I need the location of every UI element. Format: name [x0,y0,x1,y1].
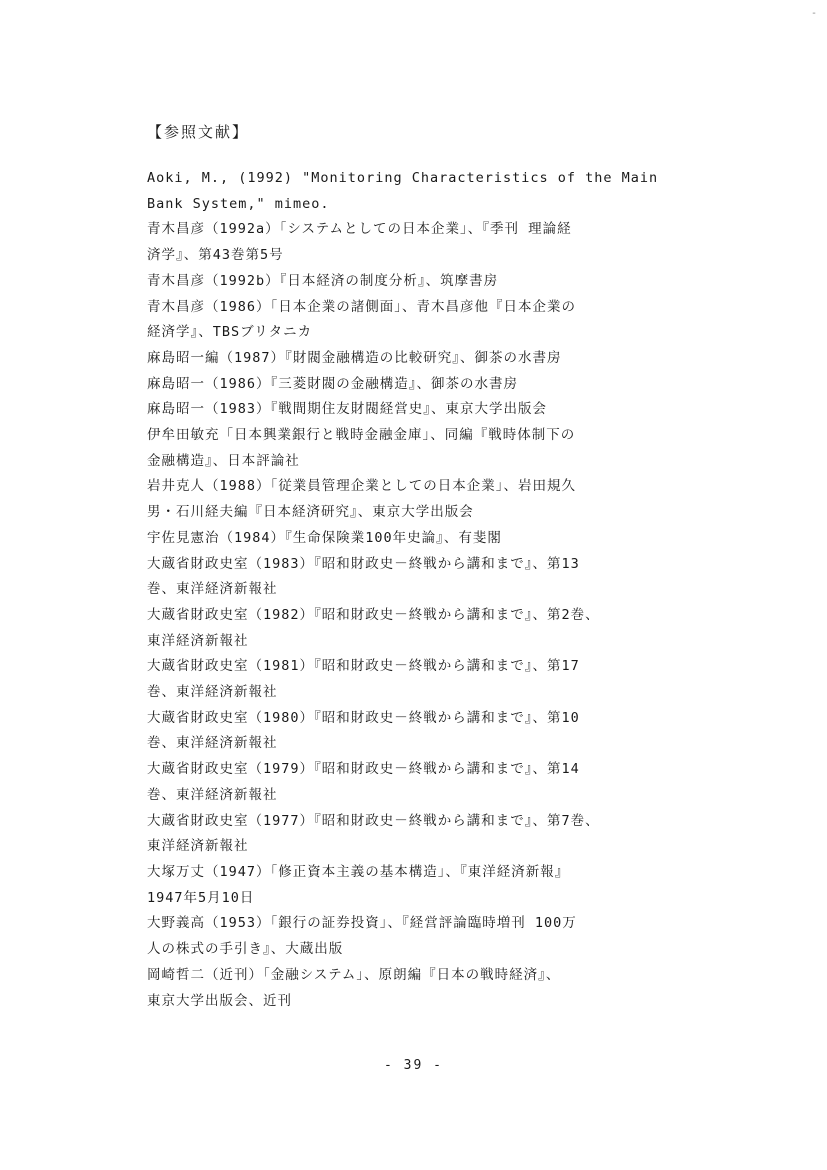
reference-continuation: 東京大学出版会、近刊 [147,992,292,1009]
reference-continuation: 男・石川経夫編『日本経済研究』、東京大学出版会 [147,504,474,521]
reference-item [147,217,727,268]
reference-line: 青木昌彦（1992a）「システムとしての日本企業」、『季刊 理論経 [147,221,572,238]
reference-line: 麻島昭一編（1987）『財閥金融構造の比較研究』、御茶の水書房 [147,349,562,366]
reference-line: 岩井克人（1988）「従業員管理企業としての日本企業」、岩田規久 [147,478,577,495]
reference-continuation: 東洋経済新報社 [147,838,249,855]
reference-item [147,526,727,552]
reference-line: 青木昌彦（1986）「日本企業の諸側面」、青木昌彦他『日本企業の [147,298,577,315]
reference-item [147,423,727,474]
reference-item [147,860,727,911]
page-number: - 39 - [384,1058,443,1073]
reference-continuation: 人の株式の手引き』、大蔵出版 [147,941,344,958]
section-heading: 【参照文献】 [147,123,250,141]
reference-item [147,911,727,962]
reference-line: Aoki, M., (1992) "Monitoring Characteristics of the Main [147,170,659,186]
reference-item [147,809,727,860]
reference-line: 大蔵省財政史室（1977）『昭和財政史－終戦から講和まで』、第7巻、 [147,812,600,829]
reference-line: 伊牟田敏充「日本興業銀行と戦時金融金庫」、同編『戦時体制下の [147,427,576,444]
reference-continuation: 経済学』、TBSブリタニカ [147,324,313,341]
reference-item [147,654,727,705]
reference-line: 宇佐見憲治（1984）『生命保険業100年史論』、有斐閣 [147,529,502,546]
reference-continuation: 1947年5月10日 [147,889,255,906]
reference-continuation: 巻、東洋経済新報社 [147,581,278,598]
reference-line: 麻島昭一（1983）『戦間期住友財閥経営史』、東京大学出版会 [147,401,548,418]
reference-item [147,706,727,757]
reference-item [147,372,727,398]
reference-continuation: 巻、東洋経済新報社 [147,786,278,803]
reference-continuation: 巻、東洋経済新報社 [147,684,278,701]
scan-edge-mark: - [810,8,817,19]
reference-item [147,603,727,654]
reference-line: 大蔵省財政史室（1983）『昭和財政史－終戦から講和まで』、第13 [147,555,580,572]
reference-line: 大蔵省財政史室（1979）『昭和財政史－終戦から講和まで』、第14 [147,761,580,778]
reference-line: 大蔵省財政史室（1981）『昭和財政史－終戦から講和まで』、第17 [147,658,580,675]
reference-continuation: 巻、東洋経済新報社 [147,735,278,752]
reference-item [147,552,727,603]
reference-list [147,166,727,1014]
reference-continuation: 金融構造』、日本評論社 [147,452,300,469]
reference-continuation: 済学』、第43巻第5号 [147,247,284,264]
reference-line: 青木昌彦（1992b）『日本経済の制度分析』、筑摩書房 [147,272,499,289]
reference-line: 大野義高（1953）「銀行の証券投資」、『経営評論臨時増刊 100万 [147,915,577,932]
reference-line: 大蔵省財政史室（1982）『昭和財政史－終戦から講和まで』、第2巻、 [147,606,600,623]
reference-item [147,269,727,295]
reference-item [147,757,727,808]
reference-item [147,166,727,217]
reference-item [147,295,727,346]
reference-item [147,474,727,525]
reference-item [147,963,727,1014]
reference-line: 大蔵省財政史室（1980）『昭和財政史－終戦から講和まで』、第10 [147,709,580,726]
reference-item [147,346,727,372]
reference-continuation: 東洋経済新報社 [147,632,249,649]
reference-line: 麻島昭一（1986）『三菱財閥の金融構造』、御茶の水書房 [147,375,519,392]
reference-continuation: Bank System," mimeo. [147,195,330,212]
reference-line: 大塚万丈（1947）「修正資本主義の基本構造」、『東洋経済新報』 [147,863,570,880]
reference-item [147,397,727,423]
reference-line: 岡崎哲二（近刊）「金融システム」、原朗編『日本の戦時経済』、 [147,966,561,983]
